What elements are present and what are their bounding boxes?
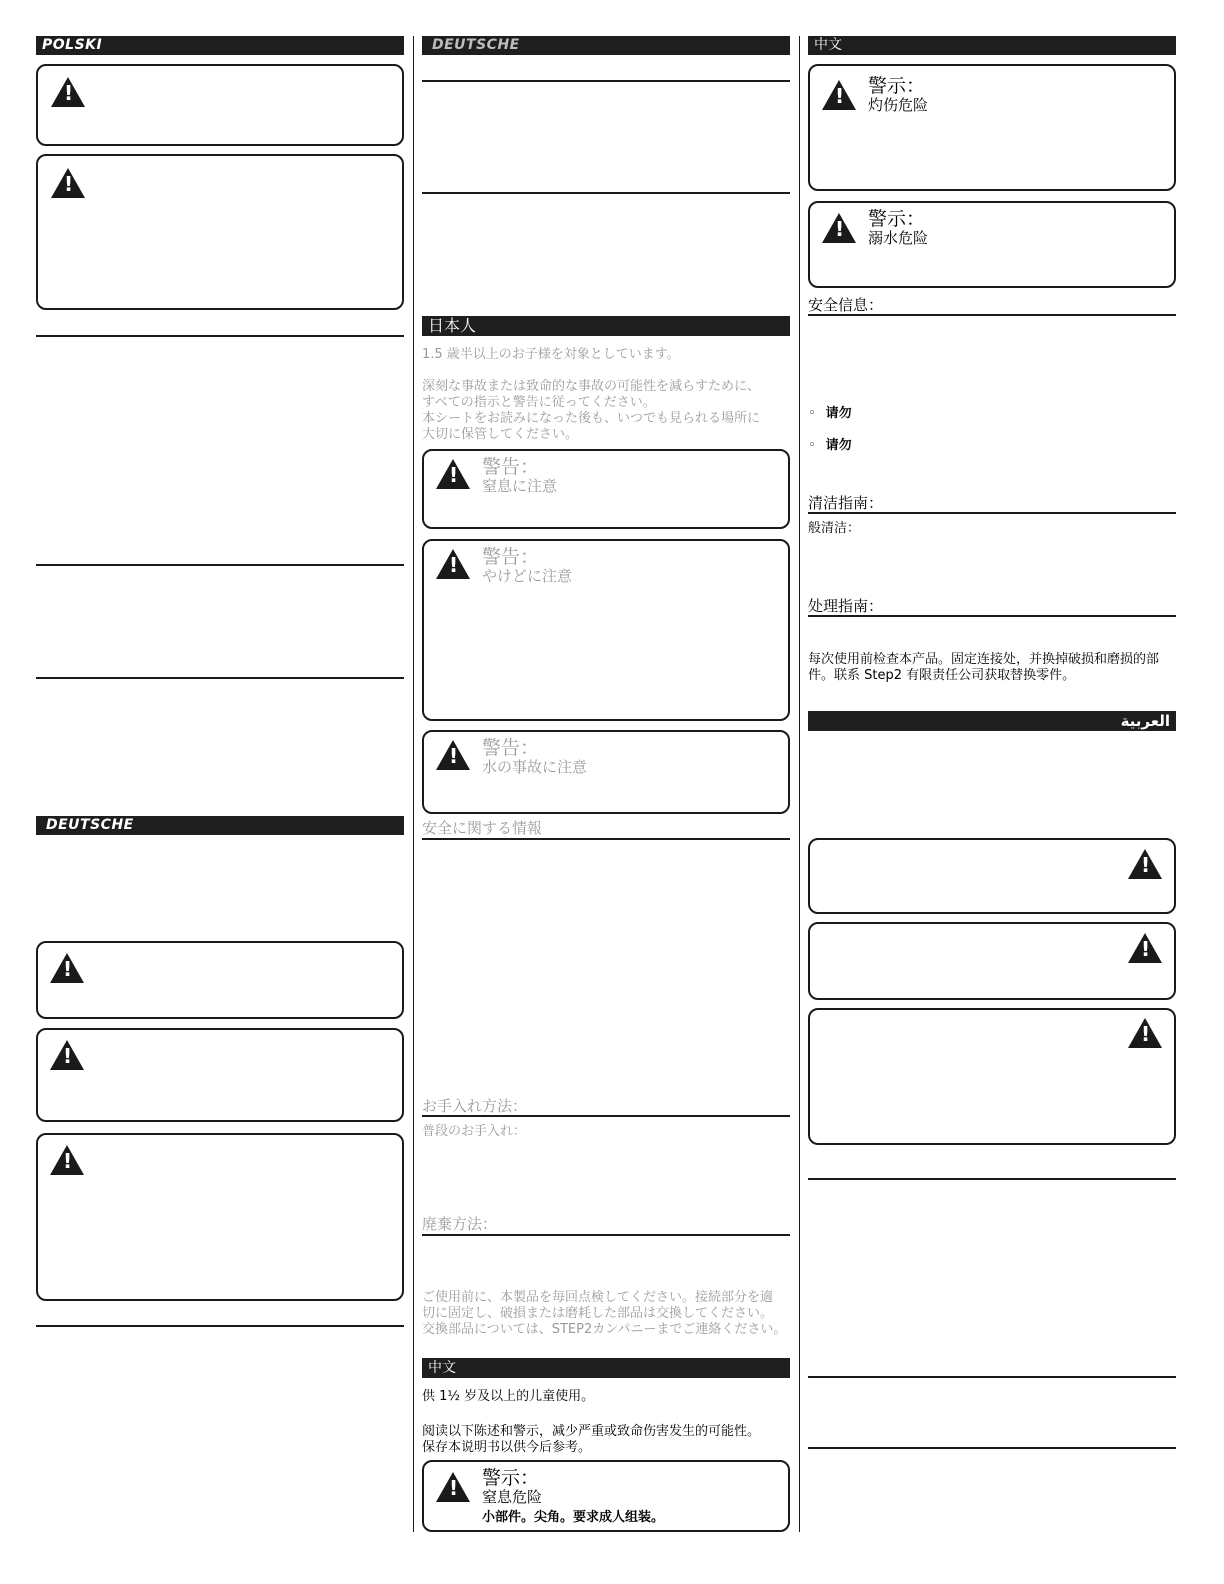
disposal-heading: 廃棄方法：: [422, 1215, 498, 1233]
warning-subtitle: 溺水危险: [868, 229, 929, 247]
section-rule: [36, 564, 404, 566]
intro-text: [422, 379, 790, 443]
safety-heading: 安全に関する情報: [422, 819, 543, 837]
section-rule: [422, 1234, 790, 1236]
section-header-chinese: 中文: [422, 1358, 790, 1378]
warning-triangle-icon: [822, 213, 856, 243]
warning-triangle-icon: [50, 953, 84, 983]
inspect-line: 交換部品については、STEP2カンパニーまでご連絡ください。: [422, 1322, 787, 1337]
bullet-item: [808, 406, 1176, 422]
section-rule: [808, 512, 1176, 514]
inspect-text: [422, 1290, 790, 1338]
cn-intro-line: 保存本说明书以供今后参考。: [422, 1440, 592, 1455]
column-divider-right: [799, 36, 800, 1532]
care-subheading: 普段のお手入れ：: [422, 1124, 527, 1139]
warning-box: [808, 201, 1176, 288]
bullet-marker: ◦: [808, 406, 816, 421]
inspect-line: 每次使用前检查本产品。固定连接处，并换掉破损和磨损的部: [808, 652, 1160, 667]
section-rule: [808, 615, 1176, 617]
cleaning-subheading: 般清洁：: [808, 521, 861, 536]
intro-line: 大切に保管してください。: [422, 427, 579, 442]
care-heading: お手入れ方法：: [422, 1097, 528, 1115]
bullet-text: 请勿: [825, 438, 852, 453]
warning-box: [36, 941, 404, 1019]
section-rule: [808, 314, 1176, 316]
warning-triangle-icon: [1128, 1018, 1162, 1048]
inspect-text: [808, 652, 1176, 684]
warning-triangle-icon: [436, 1472, 470, 1502]
warning-detail: 小部件。尖角。要求成人组装。: [482, 1510, 665, 1525]
bullet-item: [808, 438, 1176, 454]
warning-triangle-icon: [50, 1145, 84, 1175]
warning-box: [808, 1008, 1176, 1145]
cn-intro-line: 阅读以下陈述和警示，减少严重或致命伤害发生的可能性。: [422, 1424, 761, 1439]
warning-title: 警告：: [482, 737, 540, 759]
warning-subtitle: 水の事故に注意: [482, 758, 588, 776]
intro-line: すべての指示と警告に従ってください。: [422, 395, 656, 410]
section-rule: [808, 1376, 1176, 1378]
section-header-deutsche: DEUTSCHE: [422, 36, 790, 55]
inspect-line: 件。联系 Step2 有限责任公司获取替换零件。: [808, 668, 1076, 683]
section-header-chinese: 中文: [808, 36, 1176, 55]
warning-triangle-icon: [436, 740, 470, 770]
cn-intro-text: [422, 1424, 790, 1456]
intro-line: 本シートをお読みになった後も、いつでも見られる場所に: [422, 411, 761, 426]
warning-triangle-icon: [50, 1040, 84, 1070]
bullet-text: 请勿: [825, 406, 852, 421]
warning-box: [422, 539, 790, 721]
section-header-japanese: 日本人: [422, 316, 790, 336]
warning-box: [808, 922, 1176, 1000]
warning-title: 警示：: [868, 75, 926, 97]
warning-title: 警告：: [482, 456, 540, 478]
age-note: 1.5 歳半以上のお子様を対象としています。: [422, 347, 680, 362]
bullet-marker: ◦: [808, 438, 816, 453]
warning-title: 警告：: [482, 546, 540, 568]
warning-triangle-icon: [1128, 933, 1162, 963]
section-rule: [808, 1447, 1176, 1449]
warning-triangle-icon: [436, 549, 470, 579]
warning-subtitle: 窒息危险: [482, 1488, 543, 1506]
inspect-line: ご使用前に、本製品を毎回点検してください。接続部分を適: [422, 1290, 774, 1305]
warning-triangle-icon: [51, 77, 85, 107]
warning-title: 警示：: [868, 208, 926, 230]
warning-subtitle: やけどに注意: [482, 567, 573, 585]
warning-box: [808, 838, 1176, 914]
warning-subtitle: 窒息に注意: [482, 477, 558, 495]
cn-age-note: 供 1½ 岁及以上的儿童使用。: [422, 1389, 595, 1404]
section-header-polski: POLSKI: [36, 36, 404, 55]
warning-box: [422, 449, 790, 529]
section-rule: [36, 677, 404, 679]
section-rule: [36, 1325, 404, 1327]
disposal-heading: 处理指南：: [808, 597, 884, 615]
warning-subtitle: 灼伤危险: [868, 96, 929, 114]
warning-box: [808, 64, 1176, 191]
section-rule: [422, 1115, 790, 1117]
section-rule: [422, 838, 790, 840]
column-divider-left: [413, 36, 414, 1532]
warning-triangle-icon: [51, 168, 85, 198]
warning-box: [36, 1133, 404, 1301]
cleaning-heading: 清洁指南：: [808, 494, 884, 512]
intro-line: 深刻な事故または致命的な事故の可能性を減らすために、: [422, 379, 761, 394]
section-rule: [808, 1178, 1176, 1180]
warning-box: [36, 154, 404, 310]
warning-box: [36, 1028, 404, 1122]
warning-triangle-icon: [822, 80, 856, 110]
warning-box: [422, 730, 790, 814]
safety-heading: 安全信息：: [808, 296, 884, 314]
warning-box: [422, 1460, 790, 1532]
warning-title: 警示：: [482, 1467, 540, 1489]
warning-triangle-icon: [1128, 849, 1162, 879]
section-rule: [422, 80, 790, 82]
warning-box: [36, 64, 404, 146]
inspect-line: 切に固定し、破損または磨耗した部品は交換してください。: [422, 1306, 774, 1321]
section-rule: [36, 335, 404, 337]
warning-triangle-icon: [436, 459, 470, 489]
section-header-arabic: العربية: [808, 711, 1176, 731]
section-rule: [422, 192, 790, 194]
section-header-deutsche: DEUTSCHE: [36, 816, 404, 835]
